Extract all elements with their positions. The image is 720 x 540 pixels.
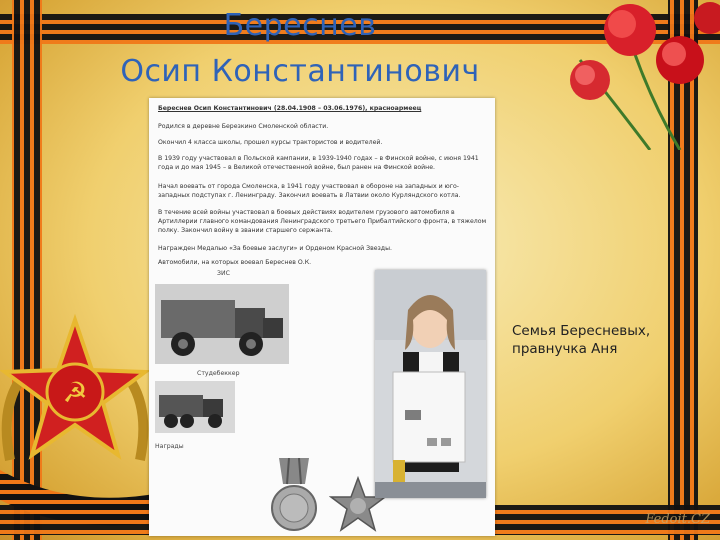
doc-vehicles: Автомобили, на которых воевал Береснев О.К. xyxy=(158,259,312,266)
slide-title-name: Осип Константинович xyxy=(120,54,480,89)
doc-born: Родился в деревне Березкино Смоленской области. xyxy=(158,123,329,130)
doc-duty: В течение всей войны участвовал в боевых действиях водителем грузового автомобиля в Артиллерии главного командования Ленинградского третьего Прибалтийского фронта, в тяжелом полку. Закончил войну в звании старшего сержанта. xyxy=(158,209,487,234)
doc-header: Береснев Осип Константинович (28.04.1908 – 03.06.1976), красноармеец xyxy=(158,105,422,112)
great-granddaughter-photo xyxy=(375,270,486,498)
doc-school: Окончил 4 класса школы, прошел курсы трактористов и водителей. xyxy=(158,139,383,146)
truck2-caption: Студебеккер xyxy=(197,370,240,377)
doc-route: Начал воевать от города Смоленска, в 1941 году участвовал в обороне на западных и юго-западных подступах г. Ленинграду. Закончил воевать в Латвии около Курляндского котла. xyxy=(158,183,461,199)
photo-caption xyxy=(512,322,712,358)
doc-service: В 1939 году участвовал в Польской кампании, в 1939-1940 годах – в Финской войне, с июня 1941 года и до мая 1945 – в Великой отечественной войне, был ранен на Финской войне. xyxy=(158,155,479,171)
slide-title-surname: Береснев xyxy=(223,8,377,43)
truck1-caption: ЗИС xyxy=(217,270,230,277)
medal-icon xyxy=(269,458,319,536)
svg-text:☭: ☭ xyxy=(62,376,88,409)
studebaker-truck-photo xyxy=(155,381,235,433)
caption-line-granddaughter: правнучка Аня xyxy=(512,341,618,357)
soviet-star-emblem-icon xyxy=(0,300,150,500)
awards-caption: Награды xyxy=(155,443,184,450)
doc-awards: Награжден Медалью «За боевые заслуги» и Орденом Красной Звезды. xyxy=(158,245,392,252)
zis-truck-photo xyxy=(155,284,289,364)
caption-line-family: Семья Бересневых, xyxy=(512,323,651,339)
watermark-text: Fedoit.CZ xyxy=(645,512,710,527)
